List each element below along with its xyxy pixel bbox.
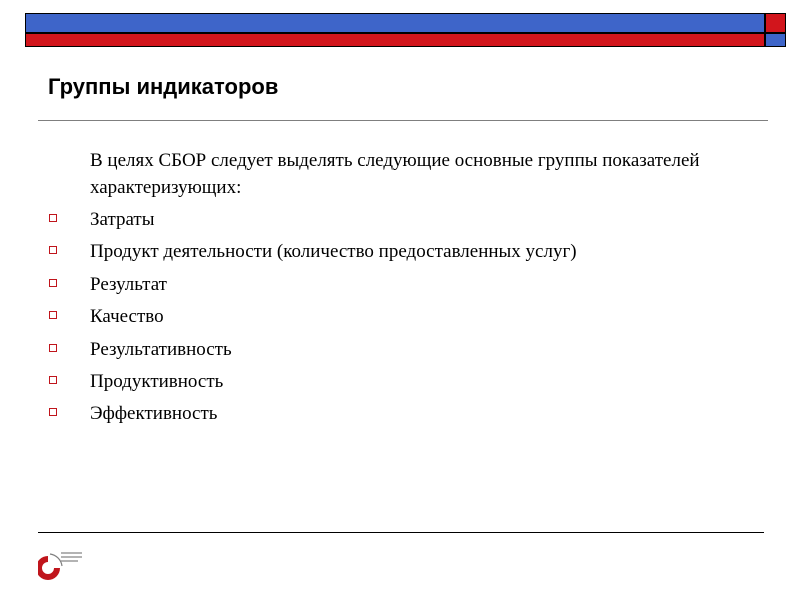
square-bullet-icon bbox=[49, 311, 57, 319]
square-bullet-icon bbox=[49, 279, 57, 287]
slide-title: Группы индикаторов bbox=[48, 74, 279, 99]
intro-text: В целях СБОР следует выделять следующие основные группы показателей характеризующих: bbox=[90, 150, 700, 198]
bullet-text: Продуктивность bbox=[90, 370, 224, 392]
bullet-text: Эффективность bbox=[90, 403, 218, 425]
header-corner-red bbox=[765, 13, 786, 33]
square-bullet-icon bbox=[49, 246, 57, 254]
bullet-text: Результативность bbox=[90, 338, 232, 360]
header-band-red bbox=[25, 33, 765, 47]
square-bullet-icon bbox=[49, 344, 57, 352]
square-bullet-icon bbox=[49, 214, 57, 222]
bullet-text: Результат bbox=[90, 273, 167, 295]
header-corner-blue bbox=[765, 33, 786, 47]
bullet-text: Продукт деятельности (количество предоставленных услуг) bbox=[90, 241, 577, 263]
square-bullet-icon bbox=[49, 408, 57, 416]
square-bullet-icon bbox=[49, 376, 57, 384]
footer-divider bbox=[38, 532, 764, 533]
organization-logo-icon bbox=[38, 544, 86, 584]
header-band-blue bbox=[25, 13, 765, 33]
bullet-text: Затраты bbox=[90, 209, 155, 230]
title-divider bbox=[38, 120, 768, 121]
bullet-text: Качество bbox=[90, 306, 164, 328]
